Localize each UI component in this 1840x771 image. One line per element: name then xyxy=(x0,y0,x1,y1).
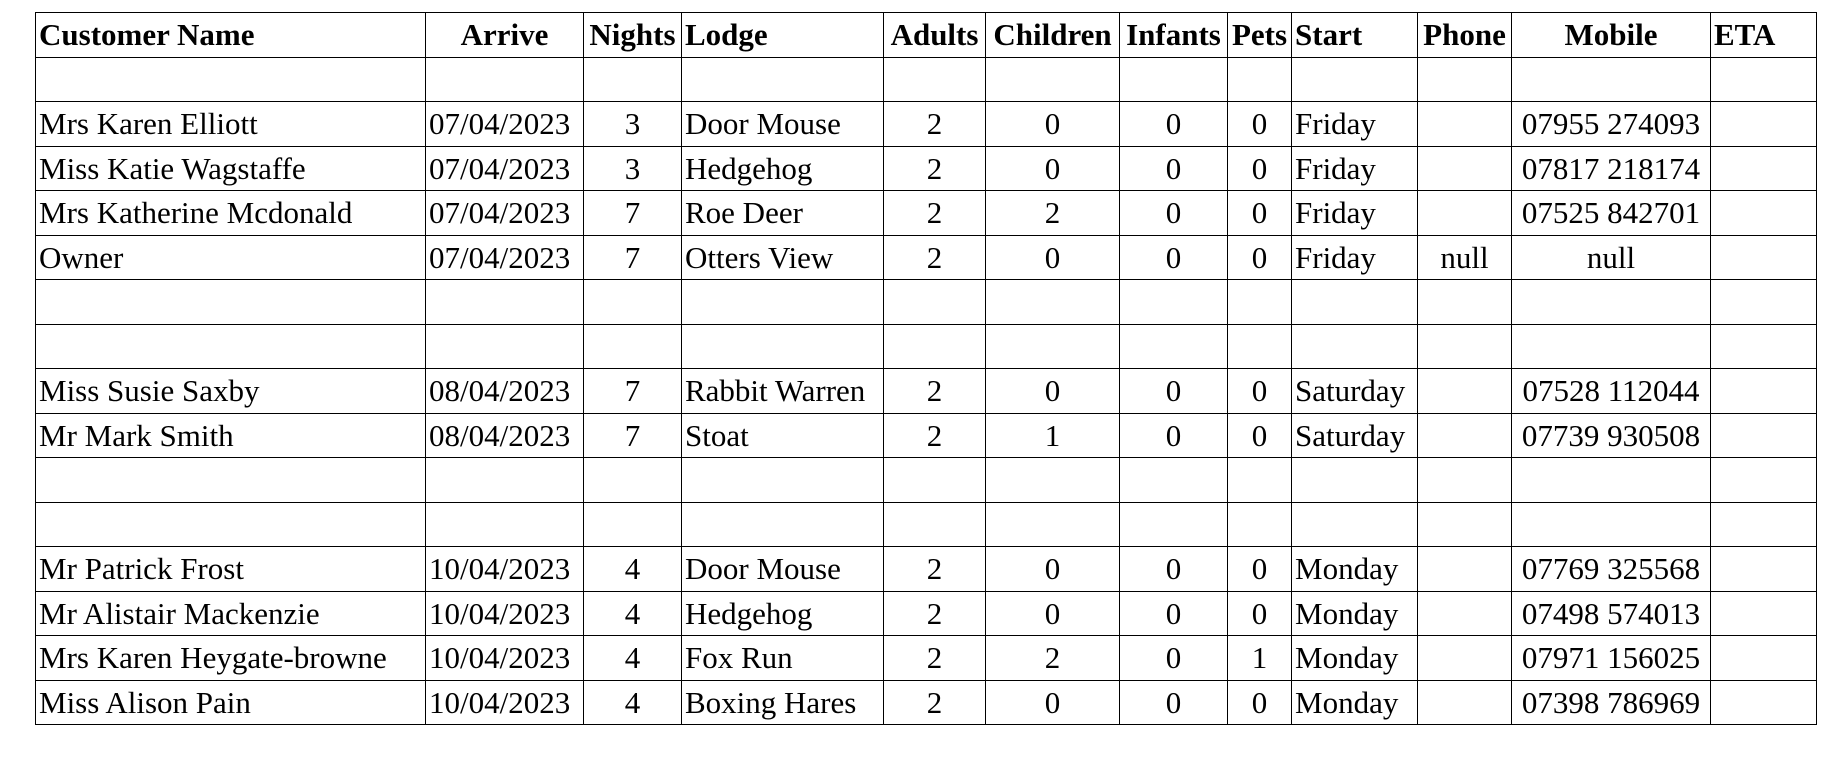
cell-customer-name: Miss Katie Wagstaffe xyxy=(36,146,426,191)
cell-mobile xyxy=(1512,57,1711,102)
cell-arrive: 10/04/2023 xyxy=(426,636,584,681)
cell-adults xyxy=(884,502,986,547)
cell-eta xyxy=(1711,146,1817,191)
cell-arrive: 10/04/2023 xyxy=(426,680,584,725)
cell-lodge xyxy=(682,280,884,325)
cell-nights: 4 xyxy=(584,591,682,636)
table-row xyxy=(36,102,1817,147)
cell-mobile xyxy=(1512,458,1711,503)
cell-phone xyxy=(1418,458,1512,503)
cell-start xyxy=(1292,280,1418,325)
cell-infants xyxy=(1120,324,1228,369)
cell-lodge xyxy=(682,324,884,369)
cell-infants: 0 xyxy=(1120,413,1228,458)
cell-customer-name: Mr Alistair Mackenzie xyxy=(36,591,426,636)
cell-eta xyxy=(1711,502,1817,547)
cell-pets xyxy=(1228,458,1292,503)
cell-phone xyxy=(1418,369,1512,414)
cell-children: 1 xyxy=(986,413,1120,458)
cell-phone xyxy=(1418,146,1512,191)
cell-arrive: 10/04/2023 xyxy=(426,591,584,636)
cell-eta xyxy=(1711,369,1817,414)
cell-lodge: Hedgehog xyxy=(682,591,884,636)
cell-adults xyxy=(884,280,986,325)
cell-nights: 4 xyxy=(584,636,682,681)
cell-mobile xyxy=(1512,324,1711,369)
cell-pets: 0 xyxy=(1228,591,1292,636)
cell-lodge: Rabbit Warren xyxy=(682,369,884,414)
header-nights: Nights xyxy=(584,13,682,58)
cell-infants xyxy=(1120,280,1228,325)
cell-pets: 1 xyxy=(1228,636,1292,681)
cell-children: 2 xyxy=(986,636,1120,681)
cell-eta xyxy=(1711,102,1817,147)
cell-start: Saturday xyxy=(1292,369,1418,414)
cell-children xyxy=(986,458,1120,503)
cell-start xyxy=(1292,458,1418,503)
cell-adults: 2 xyxy=(884,547,986,592)
table-row xyxy=(36,57,1817,102)
table-row xyxy=(36,146,1817,191)
cell-pets xyxy=(1228,57,1292,102)
cell-lodge: Fox Run xyxy=(682,636,884,681)
cell-eta xyxy=(1711,680,1817,725)
header-arrive: Arrive xyxy=(426,13,584,58)
cell-customer-name xyxy=(36,57,426,102)
cell-children xyxy=(986,280,1120,325)
cell-arrive: 07/04/2023 xyxy=(426,191,584,236)
cell-eta xyxy=(1711,458,1817,503)
cell-customer-name: Owner xyxy=(36,235,426,280)
cell-infants: 0 xyxy=(1120,591,1228,636)
cell-customer-name: Mrs Karen Elliott xyxy=(36,102,426,147)
cell-lodge: Door Mouse xyxy=(682,547,884,592)
cell-adults xyxy=(884,458,986,503)
cell-children xyxy=(986,324,1120,369)
cell-eta xyxy=(1711,547,1817,592)
cell-adults xyxy=(884,57,986,102)
cell-infants: 0 xyxy=(1120,369,1228,414)
header-adults: Adults xyxy=(884,13,986,58)
cell-eta xyxy=(1711,235,1817,280)
cell-arrive xyxy=(426,57,584,102)
cell-infants: 0 xyxy=(1120,102,1228,147)
cell-infants: 0 xyxy=(1120,235,1228,280)
header-mobile: Mobile xyxy=(1512,13,1711,58)
cell-infants: 0 xyxy=(1120,636,1228,681)
header-eta: ETA xyxy=(1711,13,1817,58)
cell-nights: 4 xyxy=(584,547,682,592)
cell-lodge: Roe Deer xyxy=(682,191,884,236)
cell-mobile xyxy=(1512,280,1711,325)
cell-phone xyxy=(1418,591,1512,636)
cell-nights: 3 xyxy=(584,146,682,191)
header-lodge: Lodge xyxy=(682,13,884,58)
cell-children: 0 xyxy=(986,235,1120,280)
cell-children: 2 xyxy=(986,191,1120,236)
cell-pets: 0 xyxy=(1228,191,1292,236)
cell-children: 0 xyxy=(986,591,1120,636)
cell-customer-name: Mrs Karen Heygate-browne xyxy=(36,636,426,681)
table-row xyxy=(36,591,1817,636)
cell-eta xyxy=(1711,57,1817,102)
cell-nights: 7 xyxy=(584,369,682,414)
cell-arrive: 07/04/2023 xyxy=(426,235,584,280)
cell-start: Friday xyxy=(1292,235,1418,280)
cell-infants xyxy=(1120,57,1228,102)
cell-pets: 0 xyxy=(1228,102,1292,147)
cell-eta xyxy=(1711,324,1817,369)
cell-arrive: 08/04/2023 xyxy=(426,369,584,414)
cell-nights xyxy=(584,324,682,369)
table-row xyxy=(36,636,1817,681)
cell-nights: 3 xyxy=(584,102,682,147)
table-row xyxy=(36,458,1817,503)
cell-phone xyxy=(1418,680,1512,725)
cell-pets: 0 xyxy=(1228,680,1292,725)
cell-mobile xyxy=(1512,502,1711,547)
cell-mobile: 07955 274093 xyxy=(1512,102,1711,147)
cell-children: 0 xyxy=(986,680,1120,725)
table-row xyxy=(36,280,1817,325)
cell-customer-name: Mr Patrick Frost xyxy=(36,547,426,592)
header-start: Start xyxy=(1292,13,1418,58)
table-row xyxy=(36,369,1817,414)
cell-phone xyxy=(1418,502,1512,547)
cell-pets: 0 xyxy=(1228,369,1292,414)
header-children: Children xyxy=(986,13,1120,58)
cell-nights: 7 xyxy=(584,413,682,458)
cell-infants: 0 xyxy=(1120,146,1228,191)
cell-infants: 0 xyxy=(1120,191,1228,236)
cell-start: Monday xyxy=(1292,591,1418,636)
cell-mobile: 07525 842701 xyxy=(1512,191,1711,236)
cell-start: Monday xyxy=(1292,680,1418,725)
cell-eta xyxy=(1711,280,1817,325)
cell-adults: 2 xyxy=(884,191,986,236)
cell-eta xyxy=(1711,591,1817,636)
cell-lodge xyxy=(682,502,884,547)
cell-phone xyxy=(1418,191,1512,236)
table-row xyxy=(36,502,1817,547)
cell-customer-name: Mrs Katherine Mcdonald xyxy=(36,191,426,236)
cell-start: Monday xyxy=(1292,547,1418,592)
header-pets: Pets xyxy=(1228,13,1292,58)
cell-mobile: null xyxy=(1512,235,1711,280)
cell-eta xyxy=(1711,413,1817,458)
cell-arrive xyxy=(426,280,584,325)
table-row xyxy=(36,547,1817,592)
cell-pets: 0 xyxy=(1228,235,1292,280)
cell-lodge xyxy=(682,57,884,102)
table-row xyxy=(36,413,1817,458)
cell-adults: 2 xyxy=(884,636,986,681)
cell-eta xyxy=(1711,191,1817,236)
cell-infants xyxy=(1120,502,1228,547)
cell-adults: 2 xyxy=(884,680,986,725)
cell-children: 0 xyxy=(986,547,1120,592)
cell-adults: 2 xyxy=(884,413,986,458)
cell-pets xyxy=(1228,502,1292,547)
cell-phone xyxy=(1418,413,1512,458)
cell-mobile: 07528 112044 xyxy=(1512,369,1711,414)
cell-phone xyxy=(1418,102,1512,147)
cell-nights xyxy=(584,502,682,547)
cell-nights: 4 xyxy=(584,680,682,725)
cell-arrive xyxy=(426,458,584,503)
cell-children: 0 xyxy=(986,102,1120,147)
cell-arrive: 07/04/2023 xyxy=(426,146,584,191)
cell-phone xyxy=(1418,547,1512,592)
cell-pets: 0 xyxy=(1228,413,1292,458)
cell-arrive xyxy=(426,324,584,369)
cell-mobile: 07971 156025 xyxy=(1512,636,1711,681)
cell-start: Saturday xyxy=(1292,413,1418,458)
cell-lodge: Stoat xyxy=(682,413,884,458)
cell-customer-name xyxy=(36,502,426,547)
cell-children: 0 xyxy=(986,146,1120,191)
cell-customer-name xyxy=(36,458,426,503)
cell-children: 0 xyxy=(986,369,1120,414)
cell-start xyxy=(1292,57,1418,102)
cell-phone xyxy=(1418,280,1512,325)
cell-eta xyxy=(1711,636,1817,681)
cell-arrive: 10/04/2023 xyxy=(426,547,584,592)
cell-mobile: 07769 325568 xyxy=(1512,547,1711,592)
cell-lodge: Otters View xyxy=(682,235,884,280)
cell-mobile: 07739 930508 xyxy=(1512,413,1711,458)
cell-children xyxy=(986,502,1120,547)
cell-start: Friday xyxy=(1292,102,1418,147)
table-row xyxy=(36,191,1817,236)
cell-arrive: 08/04/2023 xyxy=(426,413,584,458)
cell-phone: null xyxy=(1418,235,1512,280)
cell-start xyxy=(1292,324,1418,369)
cell-nights xyxy=(584,458,682,503)
header-phone: Phone xyxy=(1418,13,1512,58)
cell-phone xyxy=(1418,636,1512,681)
cell-adults: 2 xyxy=(884,369,986,414)
cell-mobile: 07498 574013 xyxy=(1512,591,1711,636)
cell-customer-name: Miss Susie Saxby xyxy=(36,369,426,414)
cell-infants xyxy=(1120,458,1228,503)
cell-mobile: 07398 786969 xyxy=(1512,680,1711,725)
cell-arrive xyxy=(426,502,584,547)
cell-nights: 7 xyxy=(584,235,682,280)
cell-start: Friday xyxy=(1292,191,1418,236)
cell-adults: 2 xyxy=(884,146,986,191)
cell-customer-name: Miss Alison Pain xyxy=(36,680,426,725)
cell-customer-name xyxy=(36,280,426,325)
table-row xyxy=(36,680,1817,725)
cell-children xyxy=(986,57,1120,102)
cell-pets: 0 xyxy=(1228,547,1292,592)
cell-lodge: Boxing Hares xyxy=(682,680,884,725)
cell-pets xyxy=(1228,280,1292,325)
cell-infants: 0 xyxy=(1120,680,1228,725)
cell-start: Friday xyxy=(1292,146,1418,191)
header-row xyxy=(36,13,1817,58)
cell-customer-name xyxy=(36,324,426,369)
cell-phone xyxy=(1418,324,1512,369)
cell-nights xyxy=(584,57,682,102)
cell-customer-name: Mr Mark Smith xyxy=(36,413,426,458)
cell-lodge xyxy=(682,458,884,503)
cell-start xyxy=(1292,502,1418,547)
cell-start: Monday xyxy=(1292,636,1418,681)
cell-lodge: Hedgehog xyxy=(682,146,884,191)
booking-table xyxy=(35,12,1817,725)
cell-infants: 0 xyxy=(1120,547,1228,592)
table-row xyxy=(36,324,1817,369)
cell-adults xyxy=(884,324,986,369)
table-row xyxy=(36,235,1817,280)
cell-nights xyxy=(584,280,682,325)
cell-phone xyxy=(1418,57,1512,102)
header-customer-name: Customer Name xyxy=(36,13,426,58)
cell-arrive: 07/04/2023 xyxy=(426,102,584,147)
cell-nights: 7 xyxy=(584,191,682,236)
cell-lodge: Door Mouse xyxy=(682,102,884,147)
cell-adults: 2 xyxy=(884,591,986,636)
header-infants: Infants xyxy=(1120,13,1228,58)
cell-adults: 2 xyxy=(884,102,986,147)
cell-pets xyxy=(1228,324,1292,369)
cell-adults: 2 xyxy=(884,235,986,280)
cell-mobile: 07817 218174 xyxy=(1512,146,1711,191)
cell-pets: 0 xyxy=(1228,146,1292,191)
